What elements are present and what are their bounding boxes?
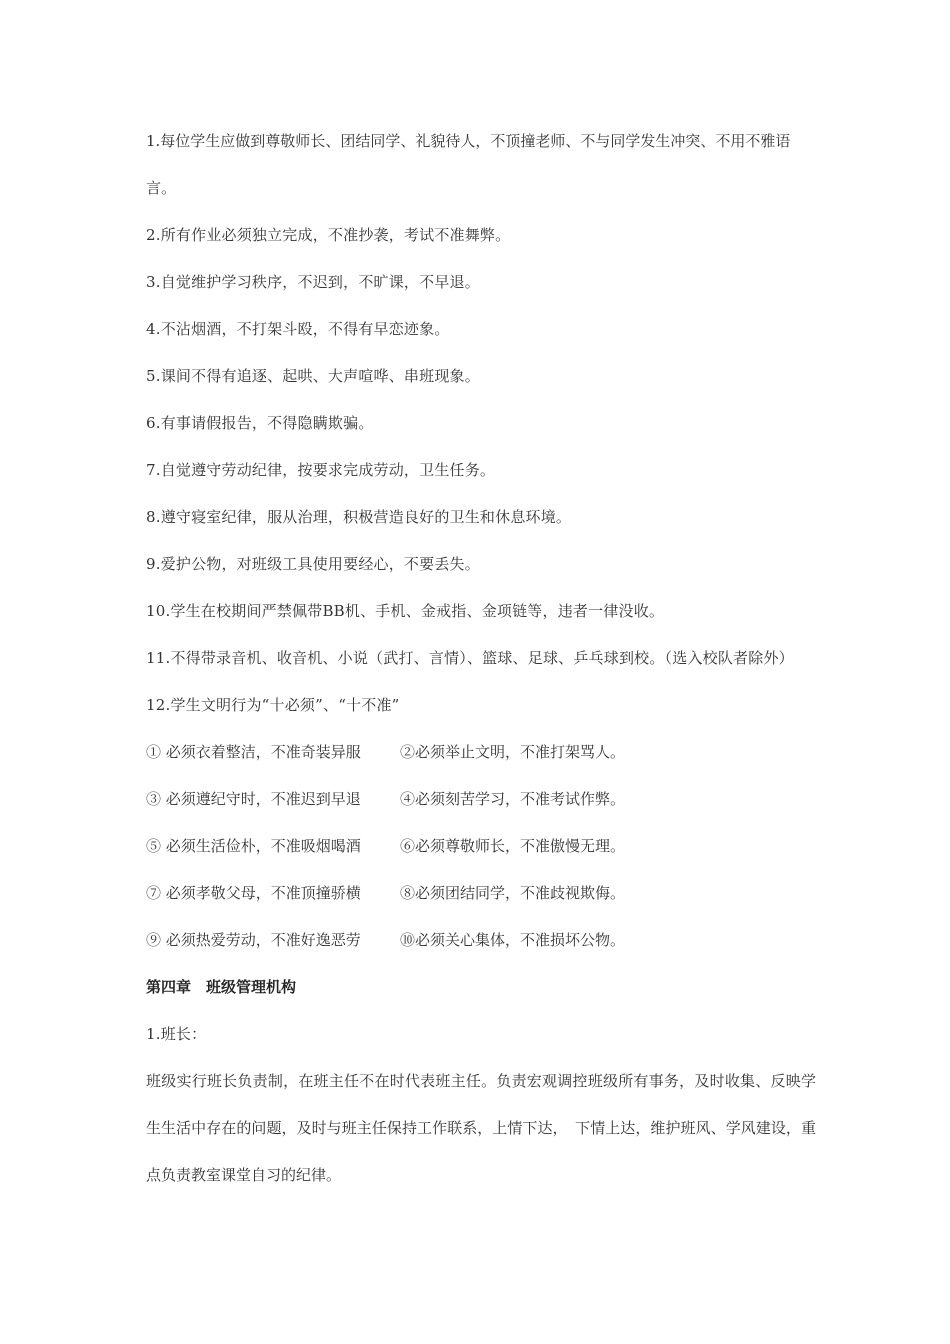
rule-9: 9.爱护公物，对班级工具使用要经心，不要丢失。 [146,555,480,573]
must-item: ⑨ 必须热爱劳动，不准好逸恶劳 [146,931,361,949]
rule-5: 5.课间不得有追逐、起哄、大声喧哗、串班现象。 [146,367,480,385]
must-item: ⑩必须关心集体，不准损坏公物。 [400,931,626,949]
section-title: 1.班长： [146,1025,207,1043]
rule-3: 3.自觉维护学习秩序，不迟到，不旷课，不早退。 [146,273,480,291]
must-row-5 [146,917,816,964]
rule-1: 1.每位学生应做到尊敬师长、团结同学、礼貌待人，不顶撞老师、不与同学发生冲突、不用不雅语言。 [146,132,791,197]
section-body: 班级实行班长负责制，在班主任不在时代表班主任。负责宏观调控班级所有事务，及时收集、反映学生生活中存在的问题，及时与班主任保持工作联系，上情下达， 下情上达，维护班风、学风建设，重点负责教室课堂自习的纪律。 [146,1072,816,1184]
rule-12: 12.学生文明行为“十必须”、“十不准” [146,696,400,714]
rule-6: 6.有事请假报告，不得隐瞒欺骗。 [146,414,374,432]
must-row-1 [146,729,816,776]
must-item: ⑤ 必须生活俭朴，不准吸烟喝酒 [146,837,361,855]
must-row-4 [146,870,816,917]
must-item: ⑧必须团结同学，不准歧视欺侮。 [400,884,626,902]
document-page [146,118,816,1199]
rule-4: 4.不沾烟酒，不打架斗殴，不得有早恋迹象。 [146,320,450,338]
must-item: ②必须举止文明，不准打架骂人。 [400,743,626,761]
rule-2: 2.所有作业必须独立完成，不准抄袭，考试不准舞弊。 [146,226,511,244]
must-item: ① 必须衣着整洁，不准奇装异服 [146,743,361,761]
must-item: ④必须刻苦学习，不准考试作弊。 [400,790,626,808]
rule-11: 11.不得带录音机、收音机、小说（武打、言情）、篮球、足球、乒乓球到校。（选入校队者除外） [146,649,794,667]
must-row-2 [146,776,816,823]
must-row-3 [146,823,816,870]
rule-10: 10.学生在校期间严禁佩带BB机、手机、金戒指、金项链等，违者一律没收。 [146,602,665,620]
must-item: ⑥必须尊敬师长，不准傲慢无理。 [400,837,626,855]
rule-8: 8.遵守寝室纪律，服从治理，积极营造良好的卫生和休息环境。 [146,508,572,526]
chapter-heading: 第四章 班级管理机构 [146,978,297,996]
rule-7: 7.自觉遵守劳动纪律，按要求完成劳动，卫生任务。 [146,461,496,479]
must-item: ⑦ 必须孝敬父母，不准顶撞骄横 [146,884,361,902]
must-item: ③ 必须遵纪守时，不准迟到早退 [146,790,361,808]
